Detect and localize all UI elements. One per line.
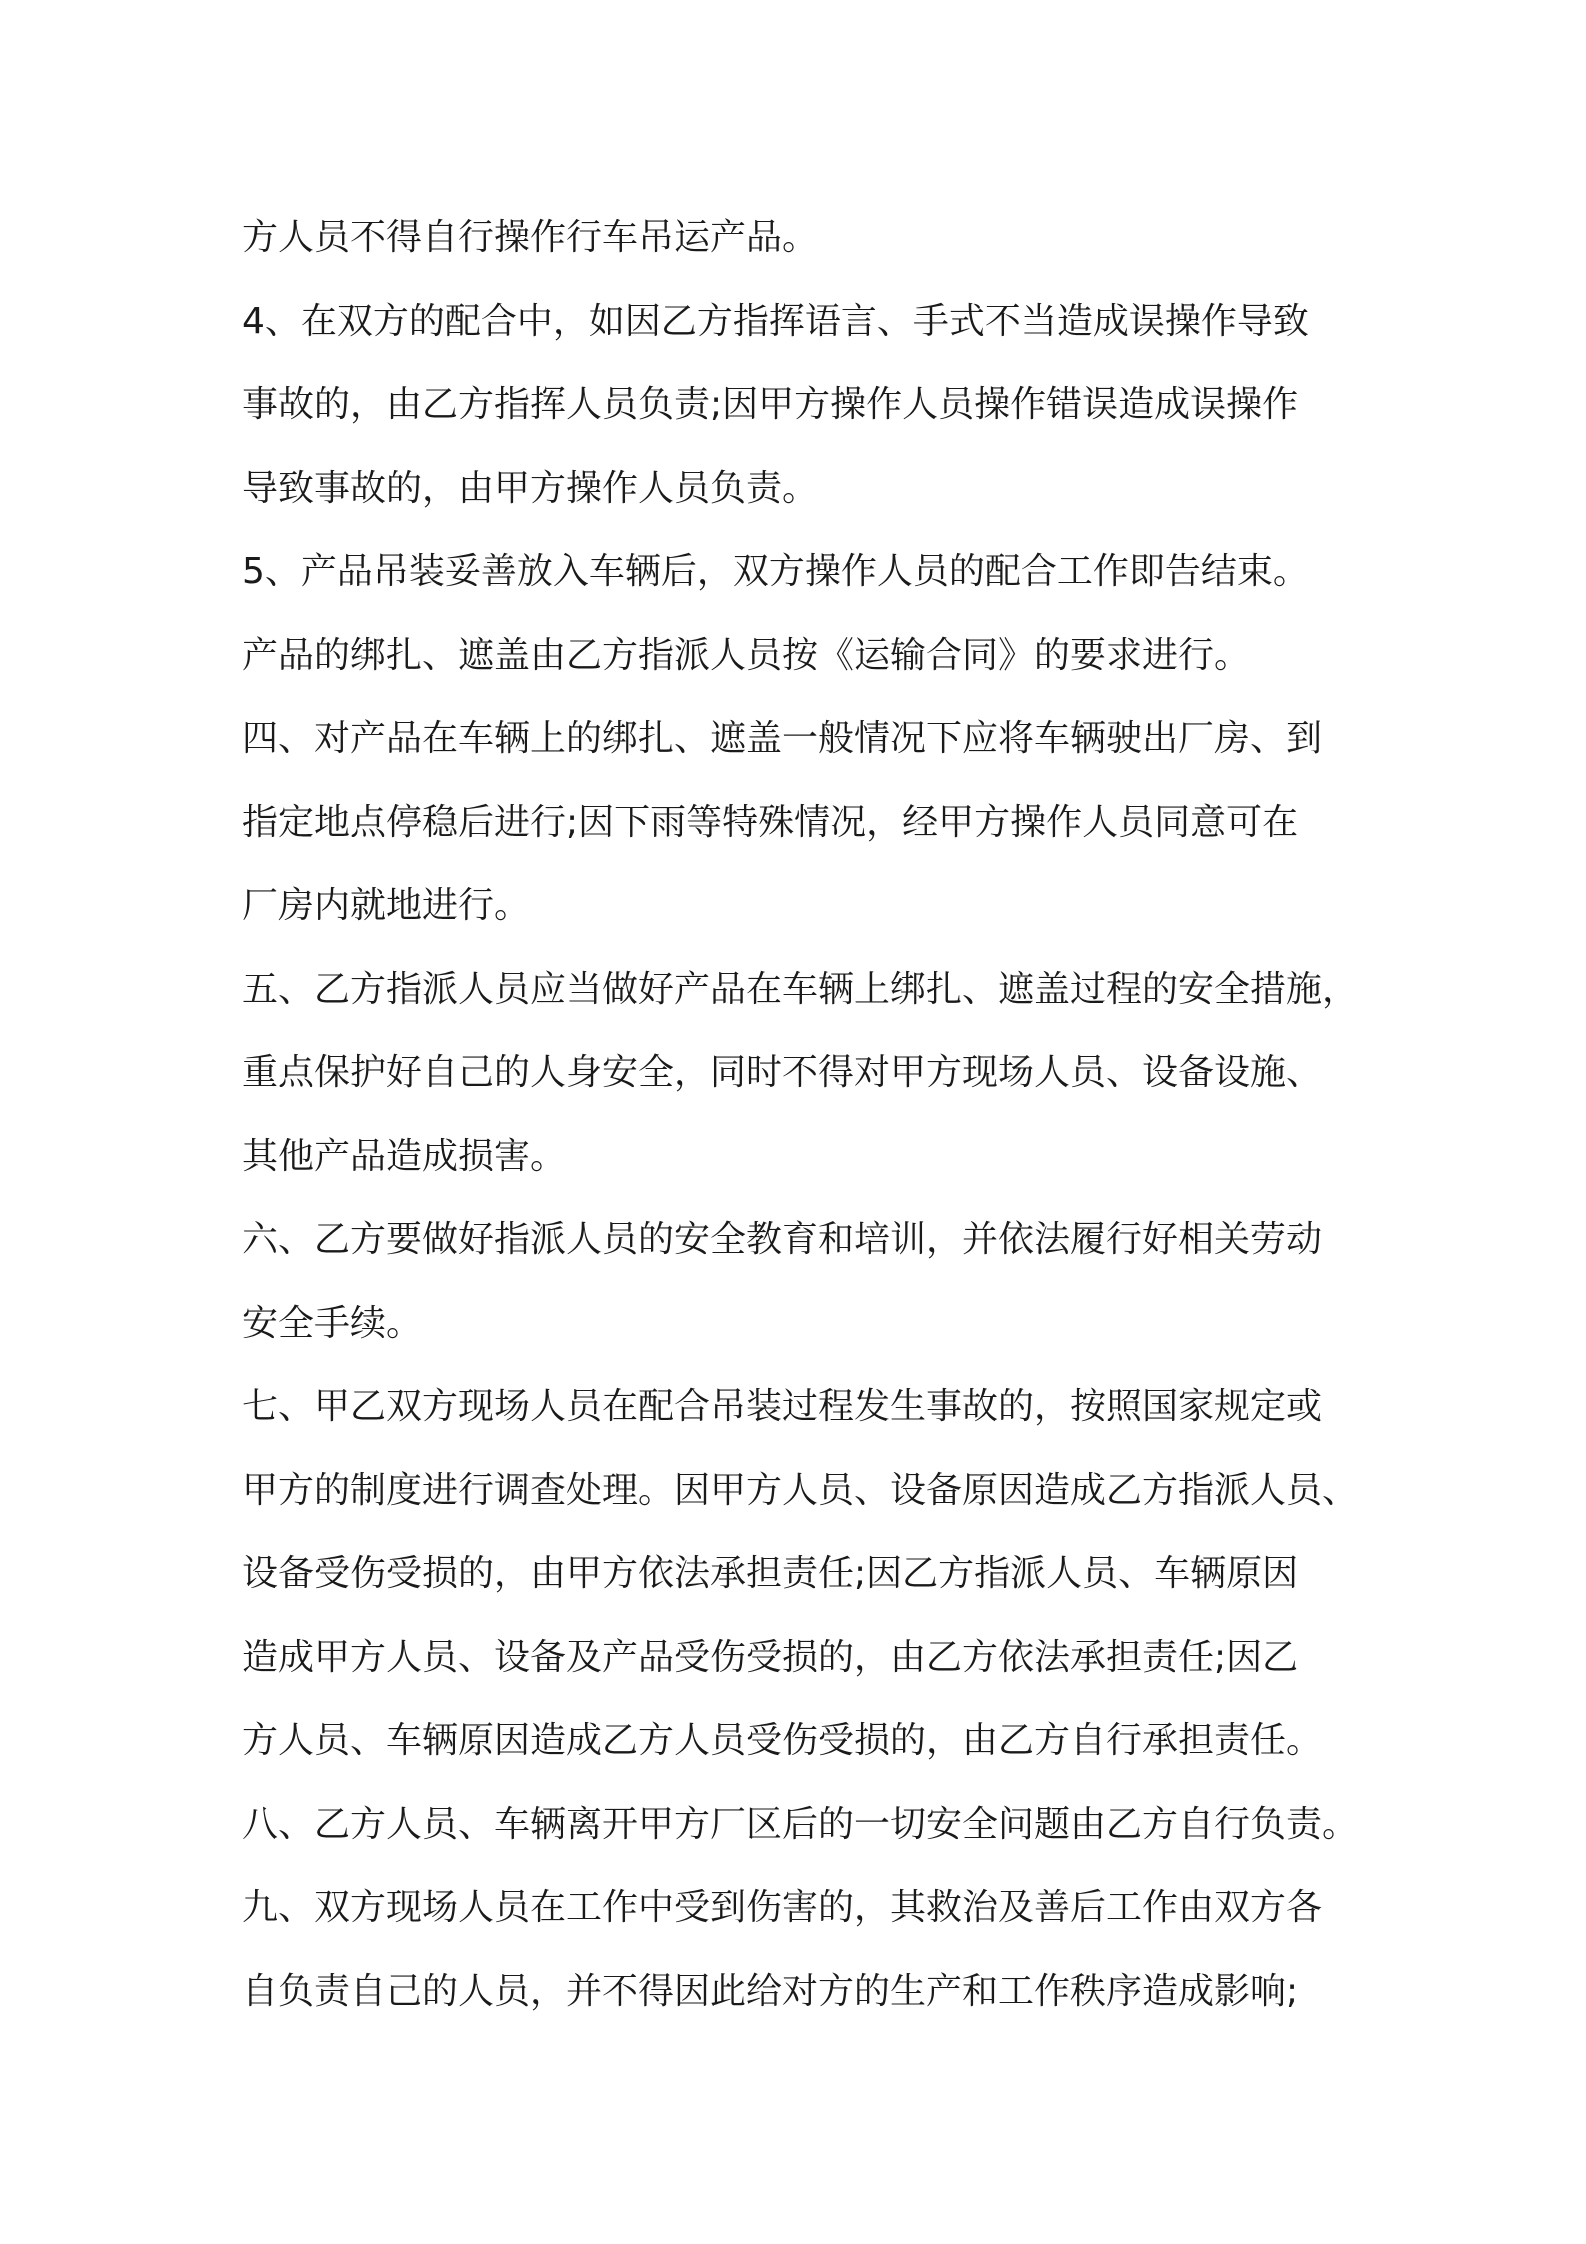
text-line: 六、乙方要做好指派人员的安全教育和培训，并依法履行好相关劳动 bbox=[242, 1219, 1323, 1260]
text-line: 其他产品造成损害。 bbox=[242, 1135, 567, 1177]
text-line: 指定地点停稳后进行;因下雨等特殊情况，经甲方操作人员同意可在 bbox=[242, 801, 1299, 843]
text-line: 产品的绑扎、遮盖由乙方指派人员按《运输合同》的要求进行。 bbox=[242, 634, 1251, 676]
text-line: 安全手续。 bbox=[242, 1302, 423, 1344]
text-line: 方人员、车辆原因造成乙方人员受伤受损的，由乙方自行承担责任。 bbox=[242, 1720, 1323, 1761]
text-line: 九、双方现场人员在工作中受到伤害的，其救治及善后工作由双方各 bbox=[242, 1887, 1323, 1928]
text-line: 自负责自己的人员，并不得因此给对方的生产和工作秩序造成影响; bbox=[242, 1970, 1299, 2012]
text-line: 四、对产品在车辆上的绑扎、遮盖一般情况下应将车辆驶出厂房、到 bbox=[242, 718, 1323, 759]
text-line: 甲方的制度进行调查处理。因甲方人员、设备原因造成乙方指派人员、 bbox=[242, 1469, 1359, 1511]
text-line: 厂房内就地进行。 bbox=[242, 885, 531, 926]
text-line: 重点保护好自己的人身安全，同时不得对甲方现场人员、设备设施、 bbox=[242, 1052, 1323, 1093]
text-line: 方人员不得自行操作行车吊运产品。 bbox=[242, 217, 819, 258]
text-line: 事故的，由乙方指挥人员负责;因甲方操作人员操作错误造成误操作 bbox=[242, 384, 1299, 425]
text-line: 设备受伤受损的，由甲方依法承担责任;因乙方指派人员、车辆原因 bbox=[242, 1553, 1299, 1594]
document-body bbox=[242, 196, 1362, 2033]
text-line: 导致事故的，由甲方操作人员负责。 bbox=[242, 467, 819, 509]
text-line: 七、甲乙双方现场人员在配合吊装过程发生事故的，按照国家规定或 bbox=[242, 1386, 1323, 1427]
text-line: 造成甲方人员、设备及产品受伤受损的，由乙方依法承担责任;因乙 bbox=[242, 1636, 1299, 1678]
text-line: 八、乙方人员、车辆离开甲方厂区后的一切安全问题由乙方自行负责。 bbox=[242, 1803, 1359, 1845]
text-line: 5、产品吊装妥善放入车辆后，双方操作人员的配合工作即告结束。 bbox=[242, 551, 1309, 592]
text-line: 4、在双方的配合中，如因乙方指挥语言、手式不当造成误操作导致 bbox=[242, 300, 1309, 342]
text-line: 五、乙方指派人员应当做好产品在车辆上绑扎、遮盖过程的安全措施， bbox=[242, 968, 1359, 1010]
